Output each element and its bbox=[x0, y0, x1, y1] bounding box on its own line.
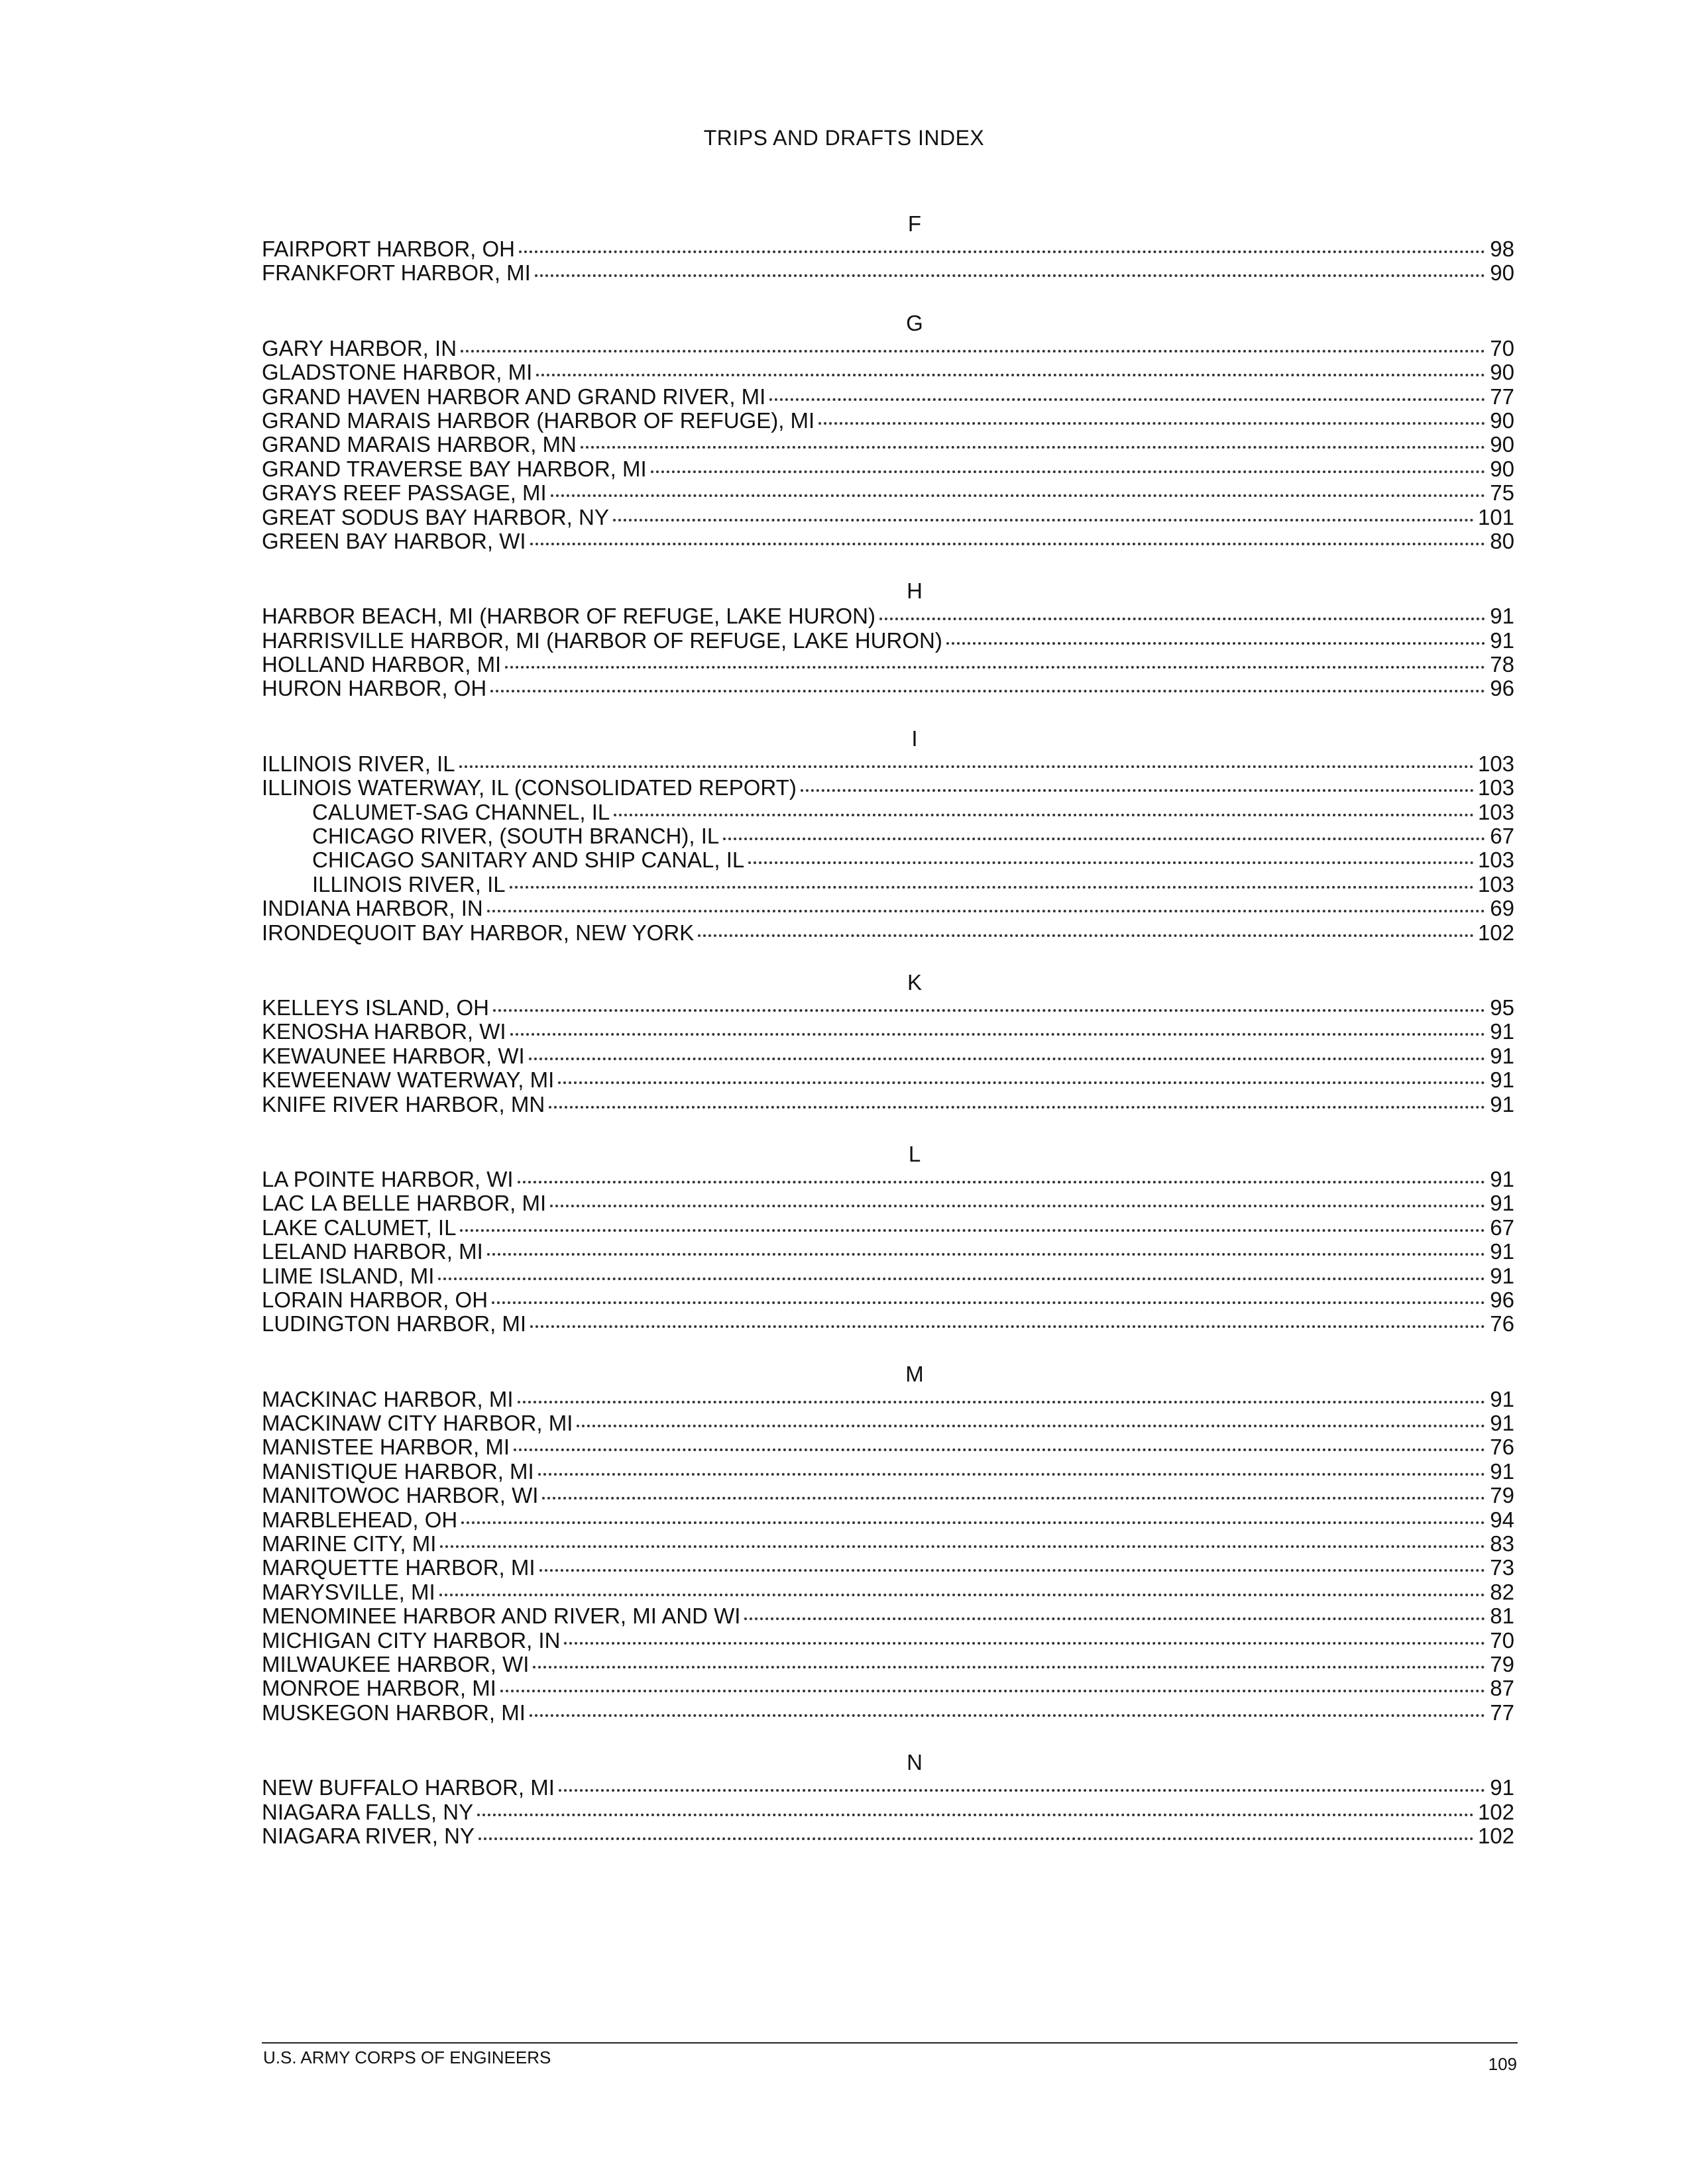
index-entry bbox=[262, 1191, 1514, 1215]
index-entry bbox=[262, 409, 1514, 433]
entry-page-number: 67 bbox=[1490, 824, 1514, 849]
section-letter: L bbox=[908, 1141, 921, 1166]
entry-page-number: 91 bbox=[1490, 628, 1514, 653]
entry-page-number: 98 bbox=[1490, 237, 1514, 261]
dot-leader bbox=[510, 886, 1474, 889]
entry-name: LUDINGTON HARBOR, MI bbox=[262, 1311, 527, 1337]
entry-name: GRAND TRAVERSE BAY HARBOR, MI bbox=[262, 456, 647, 481]
entry-name: FAIRPORT HARBOR, OH bbox=[262, 237, 516, 261]
entry-name: GRAYS REEF PASSAGE, MI bbox=[262, 480, 547, 506]
entry-page-number: 91 bbox=[1490, 1458, 1514, 1484]
index-entry bbox=[262, 1776, 1514, 1800]
dot-leader bbox=[551, 494, 1485, 497]
dot-leader bbox=[550, 1205, 1485, 1207]
section-letter: M bbox=[905, 1361, 924, 1386]
dot-leader bbox=[581, 446, 1485, 449]
entry-name: HURON HARBOR, OH bbox=[262, 676, 487, 701]
entry-page-number: 91 bbox=[1490, 1775, 1514, 1800]
index-entry bbox=[262, 921, 1514, 945]
entry-name: FRANKFORT HARBOR, MI bbox=[262, 260, 531, 286]
index-entry bbox=[262, 897, 1514, 920]
index-entry bbox=[262, 1580, 1514, 1604]
entry-page-number: 91 bbox=[1490, 604, 1514, 629]
dot-leader bbox=[564, 1642, 1485, 1645]
index-entry bbox=[262, 1629, 1514, 1653]
entry-name: HARBOR BEACH, MI (HARBOR OF REFUGE, LAKE HURON) bbox=[262, 604, 875, 629]
index-entry bbox=[262, 237, 1514, 261]
entry-page-number: 79 bbox=[1490, 1651, 1514, 1676]
entry-page-number: 76 bbox=[1490, 1435, 1514, 1460]
dot-leader bbox=[542, 1497, 1485, 1500]
dot-leader bbox=[577, 1425, 1485, 1427]
dot-leader bbox=[651, 470, 1485, 473]
index-section-l bbox=[262, 1141, 1514, 1337]
index-entry bbox=[262, 1435, 1514, 1459]
entry-page-number: 81 bbox=[1490, 1604, 1514, 1629]
index-entry bbox=[262, 1824, 1514, 1848]
entry-name: KNIFE RIVER HARBOR, MN bbox=[262, 1091, 545, 1117]
entry-page-number: 73 bbox=[1490, 1555, 1514, 1580]
dot-leader bbox=[549, 1106, 1485, 1109]
entry-name: NIAGARA FALLS, NY bbox=[262, 1799, 474, 1824]
index-entry bbox=[262, 1508, 1514, 1532]
entry-page-number: 78 bbox=[1490, 652, 1514, 677]
index-section-f bbox=[262, 211, 1514, 286]
index-entry bbox=[262, 337, 1514, 360]
index-entry bbox=[262, 261, 1514, 285]
entry-name: KEWEENAW WATERWAY, MI bbox=[262, 1067, 555, 1093]
entry-name: KENOSHA HARBOR, WI bbox=[262, 1019, 506, 1044]
index-entry bbox=[262, 481, 1514, 505]
index-entry bbox=[262, 506, 1514, 529]
entry-page-number: 96 bbox=[1490, 676, 1514, 701]
index-entry bbox=[262, 824, 1514, 848]
dot-leader bbox=[723, 838, 1485, 840]
entry-name: MILWAUKEE HARBOR, WI bbox=[262, 1651, 530, 1676]
dot-leader bbox=[519, 250, 1485, 253]
entry-page-number: 69 bbox=[1490, 896, 1514, 921]
index-entry bbox=[262, 1068, 1514, 1092]
entry-name: MACKINAW CITY HARBOR, MI bbox=[262, 1411, 573, 1436]
dot-leader bbox=[440, 1545, 1485, 1548]
entry-name: NIAGARA RIVER, NY bbox=[262, 1823, 475, 1848]
index-entry bbox=[262, 1388, 1514, 1411]
dot-leader bbox=[487, 1253, 1485, 1256]
entry-page-number: 67 bbox=[1490, 1215, 1514, 1240]
dot-leader bbox=[530, 1714, 1485, 1717]
entry-page-number: 80 bbox=[1490, 528, 1514, 553]
entry-name: MARYSVILLE, MI bbox=[262, 1579, 435, 1604]
entry-name: CHICAGO RIVER, (SOUTH BRANCH), IL bbox=[312, 824, 720, 849]
dot-leader bbox=[946, 642, 1485, 645]
entry-name: CHICAGO SANITARY AND SHIP CANAL, IL bbox=[312, 847, 745, 873]
entry-name: GLADSTONE HARBOR, MI bbox=[262, 360, 533, 385]
entry-name: MACKINAC HARBOR, MI bbox=[262, 1386, 514, 1411]
dot-leader bbox=[801, 789, 1474, 792]
index-entry bbox=[262, 776, 1514, 800]
dot-leader bbox=[614, 814, 1474, 816]
index-entry bbox=[262, 457, 1514, 481]
entry-name: MICHIGAN CITY HARBOR, IN bbox=[262, 1627, 561, 1653]
entry-name: GRAND HAVEN HARBOR AND GRAND RIVER, MI bbox=[262, 384, 766, 409]
dot-leader bbox=[514, 1448, 1485, 1451]
entry-name: MENOMINEE HARBOR AND RIVER, MI AND WI bbox=[262, 1604, 741, 1629]
dot-leader bbox=[518, 1401, 1485, 1403]
entry-page-number: 83 bbox=[1490, 1531, 1514, 1556]
entry-page-number: 91 bbox=[1490, 1263, 1514, 1288]
dot-leader bbox=[538, 1473, 1485, 1476]
index-section-m bbox=[262, 1361, 1514, 1725]
entry-page-number: 91 bbox=[1490, 1386, 1514, 1411]
entry-name: MARINE CITY, MI bbox=[262, 1531, 437, 1556]
dot-leader bbox=[487, 910, 1485, 912]
index-entry bbox=[262, 800, 1514, 824]
dot-leader bbox=[879, 618, 1485, 620]
entry-name: ILLINOIS WATERWAY, IL (CONSOLIDATED REPORT) bbox=[262, 775, 797, 800]
entry-name: GREEN BAY HARBOR, WI bbox=[262, 528, 526, 553]
entry-page-number: 91 bbox=[1490, 1091, 1514, 1117]
entry-name: INDIANA HARBOR, IN bbox=[262, 896, 483, 921]
entry-page-number: 91 bbox=[1490, 1411, 1514, 1436]
entry-name: LA POINTE HARBOR, WI bbox=[262, 1166, 514, 1191]
index-entry bbox=[262, 1020, 1514, 1044]
entry-page-number: 94 bbox=[1490, 1507, 1514, 1532]
entry-page-number: 91 bbox=[1490, 1166, 1514, 1191]
entry-name: KELLEYS ISLAND, OH bbox=[262, 995, 489, 1020]
entry-name: HOLLAND HARBOR, MI bbox=[262, 652, 502, 677]
entry-name: GRAND MARAIS HARBOR, MN bbox=[262, 432, 577, 457]
dot-leader bbox=[492, 1301, 1485, 1304]
dot-leader bbox=[530, 1325, 1485, 1328]
index-entry bbox=[262, 1264, 1514, 1288]
index-entry bbox=[262, 360, 1514, 384]
index-entry bbox=[262, 996, 1514, 1020]
entry-page-number: 91 bbox=[1490, 1019, 1514, 1044]
index-entry bbox=[262, 1800, 1514, 1824]
dot-leader bbox=[438, 1278, 1485, 1280]
index-entry bbox=[262, 873, 1514, 897]
dot-leader bbox=[530, 543, 1485, 545]
entry-name: GARY HARBOR, IN bbox=[262, 335, 457, 360]
index-section-k bbox=[262, 969, 1514, 1117]
entry-page-number: 77 bbox=[1490, 384, 1514, 409]
dot-leader bbox=[477, 1814, 1474, 1816]
dot-leader bbox=[439, 1594, 1485, 1596]
index-entry bbox=[262, 1240, 1514, 1264]
entry-page-number: 90 bbox=[1490, 408, 1514, 433]
index-entry bbox=[262, 653, 1514, 677]
entry-page-number: 91 bbox=[1490, 1067, 1514, 1093]
entry-page-number: 102 bbox=[1477, 1823, 1514, 1848]
entry-name: MANISTEE HARBOR, MI bbox=[262, 1435, 510, 1460]
dot-leader bbox=[818, 422, 1485, 425]
entry-name: CALUMET-SAG CHANNEL, IL bbox=[312, 799, 610, 824]
index-entry bbox=[262, 1676, 1514, 1700]
dot-leader bbox=[558, 1081, 1485, 1084]
entry-page-number: 91 bbox=[1490, 1239, 1514, 1264]
entry-page-number: 90 bbox=[1490, 432, 1514, 457]
entry-name: ILLINOIS RIVER, IL bbox=[312, 871, 506, 897]
index-entry bbox=[262, 1312, 1514, 1336]
dot-leader bbox=[535, 274, 1485, 277]
dot-leader bbox=[461, 350, 1485, 353]
entry-page-number: 70 bbox=[1490, 335, 1514, 360]
entry-page-number: 95 bbox=[1490, 995, 1514, 1020]
entry-name: LIME ISLAND, MI bbox=[262, 1263, 435, 1288]
section-letter: G bbox=[906, 310, 923, 335]
entry-name: MARBLEHEAD, OH bbox=[262, 1507, 458, 1532]
entry-name: MANITOWOC HARBOR, WI bbox=[262, 1483, 539, 1508]
index-entry bbox=[262, 1604, 1514, 1628]
index-entry bbox=[262, 1701, 1514, 1725]
dot-leader bbox=[490, 690, 1485, 692]
dot-leader bbox=[459, 765, 1474, 768]
dot-leader bbox=[493, 1009, 1485, 1012]
entry-page-number: 101 bbox=[1477, 504, 1514, 529]
section-letter: F bbox=[907, 211, 922, 236]
index-entry bbox=[262, 1460, 1514, 1484]
entry-name: HARRISVILLE HARBOR, MI (HARBOR OF REFUGE, LAKE HURON) bbox=[262, 628, 942, 653]
page-title: TRIPS AND DRAFTS INDEX bbox=[703, 126, 985, 150]
index-entry bbox=[262, 848, 1514, 872]
dot-leader bbox=[744, 1617, 1485, 1620]
entry-page-number: 103 bbox=[1477, 775, 1514, 800]
entry-page-number: 103 bbox=[1477, 751, 1514, 776]
entry-page-number: 103 bbox=[1477, 847, 1514, 873]
section-letter: K bbox=[907, 969, 922, 995]
index-section-h bbox=[262, 578, 1514, 701]
footer-organization: U.S. ARMY CORPS OF ENGINEERS bbox=[263, 2048, 551, 2067]
entry-page-number: 103 bbox=[1477, 871, 1514, 897]
section-letter: I bbox=[911, 726, 918, 751]
index-entry bbox=[262, 1653, 1514, 1676]
entry-page-number: 90 bbox=[1490, 456, 1514, 481]
entry-page-number: 90 bbox=[1490, 260, 1514, 286]
dot-leader bbox=[518, 1181, 1485, 1183]
entry-name: LAKE CALUMET, IL bbox=[262, 1215, 457, 1240]
entry-page-number: 76 bbox=[1490, 1311, 1514, 1337]
entry-page-number: 96 bbox=[1490, 1287, 1514, 1312]
entry-name: MARQUETTE HARBOR, MI bbox=[262, 1555, 535, 1580]
entry-name: MANISTIQUE HARBOR, MI bbox=[262, 1458, 534, 1484]
dot-leader bbox=[505, 666, 1485, 669]
index-entry bbox=[262, 1168, 1514, 1191]
index-entry bbox=[262, 1288, 1514, 1312]
index-entry bbox=[262, 629, 1514, 653]
entry-name: IRONDEQUOIT BAY HARBOR, NEW YORK bbox=[262, 920, 695, 945]
index-entry bbox=[262, 677, 1514, 700]
entry-name: MUSKEGON HARBOR, MI bbox=[262, 1700, 526, 1725]
dot-leader bbox=[500, 1690, 1485, 1692]
index-section-n bbox=[262, 1749, 1514, 1848]
dot-leader bbox=[748, 861, 1474, 864]
entry-page-number: 91 bbox=[1490, 1043, 1514, 1068]
index-section-g bbox=[262, 310, 1514, 554]
index-entry bbox=[262, 1044, 1514, 1068]
entry-page-number: 79 bbox=[1490, 1483, 1514, 1508]
entry-page-number: 103 bbox=[1477, 799, 1514, 824]
entry-page-number: 102 bbox=[1477, 1799, 1514, 1824]
entry-name: ILLINOIS RIVER, IL bbox=[262, 751, 455, 776]
dot-leader bbox=[461, 1521, 1485, 1524]
dot-leader bbox=[613, 519, 1474, 521]
index-entry bbox=[262, 1484, 1514, 1507]
entry-name: KEWAUNEE HARBOR, WI bbox=[262, 1043, 525, 1068]
entry-name: MONROE HARBOR, MI bbox=[262, 1676, 496, 1701]
dot-leader bbox=[769, 398, 1485, 401]
dot-leader bbox=[539, 1569, 1485, 1572]
entry-page-number: 90 bbox=[1490, 360, 1514, 385]
index-entry bbox=[262, 1532, 1514, 1556]
entry-name: LAC LA BELLE HARBOR, MI bbox=[262, 1191, 547, 1216]
entry-page-number: 91 bbox=[1490, 1191, 1514, 1216]
footer-divider bbox=[262, 2042, 1518, 2044]
index-entry bbox=[262, 752, 1514, 776]
entry-page-number: 77 bbox=[1490, 1700, 1514, 1725]
entry-page-number: 75 bbox=[1490, 480, 1514, 506]
dot-leader bbox=[478, 1837, 1474, 1840]
entry-page-number: 102 bbox=[1477, 920, 1514, 945]
entry-page-number: 82 bbox=[1490, 1579, 1514, 1604]
index-entry bbox=[262, 529, 1514, 553]
index-entry bbox=[262, 433, 1514, 457]
section-letter: H bbox=[907, 578, 923, 604]
entry-name: LELAND HARBOR, MI bbox=[262, 1239, 483, 1264]
index-section-i bbox=[262, 726, 1514, 945]
dot-leader bbox=[536, 374, 1485, 376]
index-entry bbox=[262, 604, 1514, 628]
dot-leader bbox=[698, 934, 1474, 937]
entry-name: LORAIN HARBOR, OH bbox=[262, 1287, 488, 1312]
dot-leader bbox=[533, 1666, 1485, 1668]
entry-name: NEW BUFFALO HARBOR, MI bbox=[262, 1775, 555, 1800]
footer-page-number: 109 bbox=[1488, 2054, 1517, 2074]
dot-leader bbox=[559, 1789, 1485, 1792]
dot-leader bbox=[510, 1033, 1485, 1036]
entry-page-number: 70 bbox=[1490, 1627, 1514, 1653]
index-entry bbox=[262, 385, 1514, 409]
index-entry bbox=[262, 1216, 1514, 1240]
index-list bbox=[262, 211, 1514, 1873]
entry-name: GRAND MARAIS HARBOR (HARBOR OF REFUGE), MI bbox=[262, 408, 815, 433]
index-entry bbox=[262, 1411, 1514, 1435]
index-entry bbox=[262, 1093, 1514, 1117]
dot-leader bbox=[460, 1229, 1485, 1232]
section-letter: N bbox=[907, 1750, 923, 1775]
entry-name: GREAT SODUS BAY HARBOR, NY bbox=[262, 504, 609, 529]
dot-leader bbox=[529, 1058, 1485, 1060]
index-entry bbox=[262, 1556, 1514, 1580]
entry-page-number: 87 bbox=[1490, 1676, 1514, 1701]
